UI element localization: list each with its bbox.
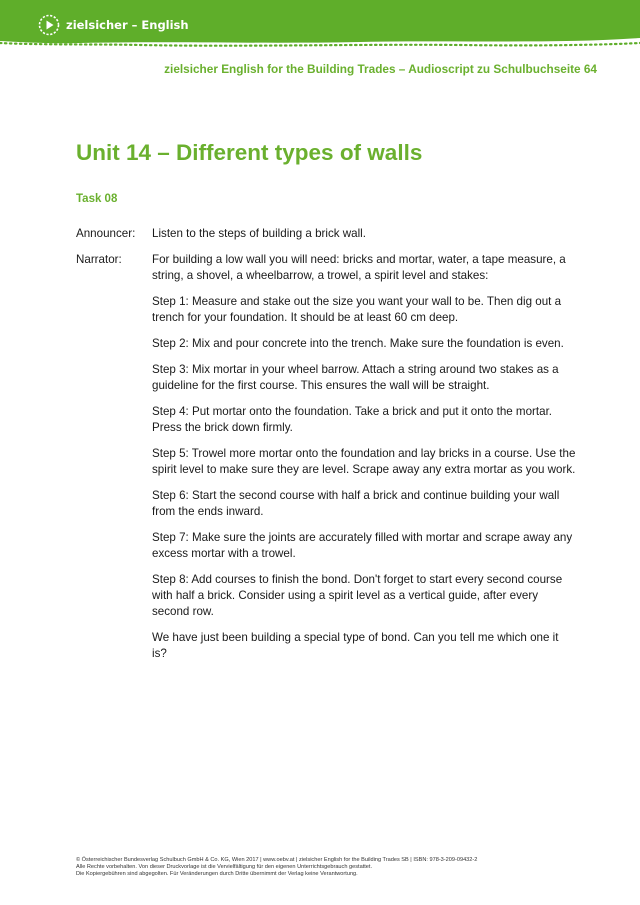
copyright-footer bbox=[76, 857, 576, 878]
footer-line: Die Kopiergebühren sind abgegolten. Für Veränderungen durch Dritte übernimmt der Verlag keine Verantwortung. bbox=[76, 871, 358, 877]
brand-name: zielsicher – English bbox=[66, 18, 189, 32]
speaker-label: Announcer: bbox=[76, 227, 136, 240]
audioscript bbox=[76, 226, 576, 672]
header-band bbox=[0, 0, 640, 50]
speaker-lines bbox=[152, 252, 576, 662]
script-row-narrator bbox=[76, 252, 576, 662]
speaker-label: Narrator: bbox=[76, 253, 122, 266]
script-row-announcer bbox=[76, 226, 576, 242]
script-paragraph-step-8: Step 8: Add courses to finish the bond. Don't forget to start every second course with half a brick. Consider using a spirit level as a vertical guide, after every second row. bbox=[152, 573, 563, 618]
page-title: Unit 14 – Different types of walls bbox=[76, 140, 423, 165]
document-subtitle: zielsicher English for the Building Trades – Audioscript zu Schulbuchseite 64 bbox=[164, 62, 597, 76]
play-circle-icon bbox=[38, 14, 60, 36]
script-paragraph-step-7: Step 7: Make sure the joints are accurately filled with mortar and scrape away any excess mortar with a trowel. bbox=[152, 531, 573, 560]
script-paragraph: Listen to the steps of building a brick wall. bbox=[152, 227, 366, 240]
script-paragraph: For building a low wall you will need: bricks and mortar, water, a tape measure, a string, a shovel, a wheelbarrow, a trowel, a spirit level and stakes: bbox=[152, 253, 566, 282]
footer-line: © Österreichischer Bundesverlag Schulbuch GmbH & Co. KG, Wien 2017 | www.oebv.at | zielsicher English for the Building Trades SB | ISBN: 978-3-209-09432-2 bbox=[76, 857, 478, 863]
script-paragraph-step-1: Step 1: Measure and stake out the size you want your wall to be. Then dig out a trench for your foundation. It should be at least 60 cm deep. bbox=[152, 295, 562, 324]
speaker-lines bbox=[152, 226, 576, 242]
script-paragraph-step-6: Step 6: Start the second course with half a brick and continue building your wall from the ends inward. bbox=[152, 489, 560, 518]
task-label: Task 08 bbox=[76, 193, 118, 205]
brand-logo bbox=[38, 14, 189, 36]
script-paragraph-step-5: Step 5: Trowel more mortar onto the foundation and lay bricks in a course. Use the spirit level to make sure they are level. Scrape away any extra mortar as you work. bbox=[152, 447, 576, 476]
footer-line: Alle Rechte vorbehalten. Von dieser Druckvorlage ist die Vervielfältigung für den eigenen Unterrichtsgebrauch gestattet. bbox=[76, 864, 373, 870]
script-paragraph-step-3: Step 3: Mix mortar in your wheel barrow. Attach a string around two stakes as a guideline for the first course. This ensures the wall will be straight. bbox=[152, 363, 559, 392]
script-paragraph-step-4: Step 4: Put mortar onto the foundation. Take a brick and put it onto the mortar. Press the brick down firmly. bbox=[152, 405, 553, 434]
script-paragraph-question: We have just been building a special type of bond. Can you tell me which one it is? bbox=[152, 631, 559, 660]
script-paragraph-step-2: Step 2: Mix and pour concrete into the trench. Make sure the foundation is even. bbox=[152, 337, 564, 350]
